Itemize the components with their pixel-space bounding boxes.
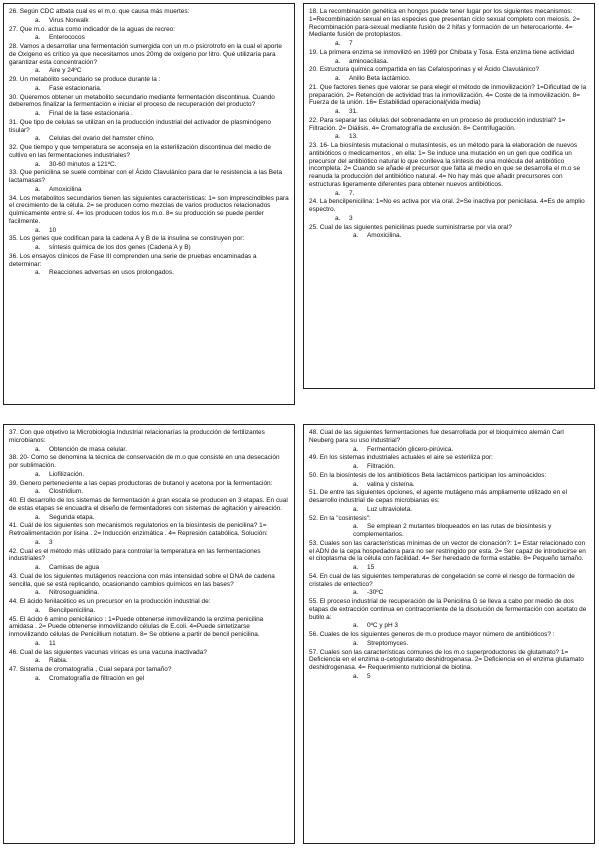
- answer-letter: a.: [35, 110, 41, 117]
- answer-letter: a.: [353, 589, 359, 597]
- answer-row: [9, 640, 289, 648]
- question-text: 40. El desarrollo de los sistemas de fermentación a gran escala se producen en 3 etapas. En cual de estas etapas se encuadra el diseño de fermentadores con sistemas de agitación y aireación.: [9, 497, 288, 512]
- answer-row: [9, 675, 289, 683]
- question-text: 38. 20- Como se denomina la técnica de conservación de m.o que consiste en una desecación por sublimación.: [9, 454, 280, 469]
- question-text: 57. Cuales son las características comunes de los m.o superproductores de glutamato? 1= Deficiencia en el enzima α-cetoglutarato deshidrogenasa. 2= Deficiencia en el enzima glutamato deshidrogenasa. 4= Requerimiento nutricional de biotina.: [309, 648, 584, 671]
- answer-row: [9, 227, 289, 235]
- answer-row: [9, 607, 289, 615]
- answer-letter: a.: [35, 84, 41, 92]
- answer-letter: a.: [35, 589, 41, 597]
- answer-letter: a.: [353, 445, 359, 453]
- answer-text: 15: [367, 564, 375, 571]
- answer-text: Cromatografía de filtración en gel: [49, 674, 145, 682]
- answer-letter: a.: [35, 606, 41, 614]
- answer-row: [9, 446, 289, 454]
- answer-letter: a.: [335, 57, 341, 65]
- answer-letter: a.: [335, 133, 341, 141]
- question-text: 34. Los metabolitos secundarios tienen las siguientes características: 1= son imprescindibles para el crecimiento de la célula. 2= se producen como mezclas de varios productos relacionados químicamente entre sí. 4= los producen todos los m.o. 8= su producción se puede perder facilmente.: [9, 194, 289, 225]
- answer-letter: a.: [353, 622, 359, 630]
- answer-row: [9, 85, 289, 93]
- answer-text: Celulas del ovario del hamster chino.: [49, 135, 155, 143]
- answer-row: [309, 622, 589, 630]
- answer-text: -30ºC: [367, 589, 384, 597]
- answer-text: 13.: [349, 133, 358, 141]
- answer-row: [309, 446, 589, 454]
- question-text: 45. El ácido 6 amino penicilánico : 1=Puede obtenerse inmovilizando la enzima penicilina amidasa . 2= Puede obtenerse inmovilizando células de E.coli. 4=Puede sintetizarse inmovilizando células de Penicillium notatum. 8= Se obtiene a partir de bencil penicilina.: [9, 615, 264, 638]
- answer-letter: a.: [35, 16, 41, 24]
- answer-row: [309, 40, 589, 48]
- question-text: 54. En cual de las siguientes temperaturas de congelación se corre el riesgo de formación de cristales de entectico?: [309, 572, 575, 588]
- answer-row: [309, 215, 589, 223]
- answer-row: [309, 58, 589, 66]
- question-text: 48. Cual de las siguientes fermentaciones fue desarrollada por el bioquímico alemán Carl Neuberg para su uso industrial?: [309, 429, 564, 444]
- answer-row: [9, 514, 289, 522]
- answer-text: 31.: [349, 108, 358, 115]
- question-text: 26. Según CDC atbata cual es el m.o. que causa más muertes:: [9, 8, 190, 15]
- answer-row: [9, 539, 289, 547]
- answer-row: [9, 269, 289, 277]
- panel-bottom-left: [3, 424, 295, 844]
- answer-row: [309, 133, 589, 141]
- answer-text: Liofilización.: [49, 470, 85, 478]
- answer-row: [9, 34, 289, 42]
- answer-letter: a.: [35, 674, 41, 682]
- question-text: 39. Genero perteneciente a las cepas productoras de butanol y acetona por la fermentación:: [9, 479, 273, 487]
- answer-letter: a.: [35, 135, 41, 143]
- answer-letter: a.: [35, 226, 41, 234]
- answer-text: Amoxicilina.: [367, 232, 402, 240]
- answer-row: [309, 589, 589, 597]
- answer-row: [309, 108, 589, 116]
- question-text: 19. La primera enzima se inmovilizó en 1969 por Chibata y Tosa. Esta enzima tiene actividad: [309, 48, 575, 56]
- answer-letter: a.: [353, 672, 359, 680]
- answer-row: [309, 232, 589, 240]
- answer-text: Reacciones adversas en usos prolongados.: [49, 269, 174, 277]
- question-text: 37. Con que objetivo la Microbiología Industrial relacionarías la producción de fertilizantes microbianos:: [9, 429, 265, 444]
- answer-row: [9, 161, 289, 169]
- answer-letter: a.: [335, 189, 341, 197]
- answer-letter: a.: [35, 488, 41, 496]
- panel-bottom-right: [303, 424, 595, 844]
- answer-letter: a.: [35, 538, 41, 546]
- answer-letter: a.: [353, 463, 359, 470]
- answer-letter: a.: [35, 160, 41, 168]
- answer-letter: a.: [335, 108, 341, 115]
- answer-row: [309, 481, 589, 489]
- answer-text: Aire y 24ºC: [49, 67, 82, 75]
- question-text: 24. La bencilpenicilina: 1=No es activa por vía oral. 2=Se inactiva por penicilasa. 4=Es de amplio espectro.: [309, 198, 585, 213]
- answer-row: [9, 488, 289, 496]
- answer-row: [9, 135, 289, 143]
- answer-text: Nitrosoguanidina.: [49, 589, 100, 597]
- answer-letter: a.: [353, 523, 359, 531]
- question-text: 46. Cual de las siguientes vacunas víricas es una vacuna inactivada?: [9, 648, 207, 656]
- answer-text: Fase estacionaria.: [49, 84, 102, 92]
- answer-text: 3: [49, 538, 53, 546]
- answer-text: Amoxicilina: [49, 185, 82, 193]
- question-text: 30. Queremos obtener un metabolito secundario mediante fermentación discontinua. Cuando deberemos finalizar la fermentación e iniciar el proceso de recuperación del producto?: [9, 93, 275, 109]
- answer-text: Luz ultravioleta.: [367, 505, 413, 513]
- question-text: 51. De entre las siguientes opciones, el agente mutágeno más ampliamente utilizado en el desarrollo industrial de cepas microbianas es:: [309, 489, 568, 504]
- question-text: 20. Estructura química compartida en las Cefalosporinas y el Ácido Clavulánico?: [309, 66, 540, 74]
- answer-letter: a.: [35, 513, 41, 521]
- answer-row: [309, 640, 589, 648]
- question-text: 29. Un metabolito secundario se produce durante la :: [9, 76, 161, 83]
- answer-row: [309, 463, 589, 471]
- answer-letter: a.: [35, 244, 41, 251]
- answer-letter: a.: [353, 480, 359, 488]
- answer-letter: a.: [35, 269, 41, 277]
- question-text: 50. En la biosíntesis de los antibióticos Beta lactámicos participan los aminoácidos:: [309, 471, 547, 479]
- answer-row: [309, 190, 589, 198]
- answer-letter: a.: [35, 34, 41, 42]
- answer-row: [309, 673, 589, 681]
- answer-text: Filtración.: [367, 463, 395, 470]
- answer-letter: a.: [35, 185, 41, 193]
- answer-letter: a.: [35, 67, 41, 75]
- answer-letter: a.: [335, 75, 341, 82]
- question-text: 41. Cuál de los siguientes son mecanismos regulatorios en la biosíntesis de penicilina? 1= Retroalimentación por lisina . 2= Inducción enzimática . 4= Represión catabólica. Solución:: [9, 522, 268, 537]
- answer-text: Se emplean 2 mutantes bloqueados en las rutas de biosíntesis y complementarios.: [353, 523, 552, 538]
- question-text: 53. Cuales son las características mínimas de un vector de clonación?: 1= Estar relacionado con el ADN de la cepa hospedadora para no ser restringido por esta. 2= Ser capaz de introducirse en el citoplasma de la célula con facilidad. 4= Ser heredado de forma estable. 8= Pequeño tamaño.: [309, 539, 586, 563]
- question-text: 27. Que m.o. actua como indicador de la aguas de recreo:: [9, 25, 176, 33]
- answer-row: [9, 471, 289, 479]
- answer-text: Segunda etapa.: [49, 513, 95, 521]
- question-text: 33. Que penicilina se suele combinar con el Ácido Clavulánico para dar le resistencia a las Beta lactamasas?: [9, 169, 283, 184]
- answer-text: Obtención de masa celular.: [49, 445, 128, 453]
- question-text: 55. El proceso industrial de recuperación de la Penicilina G se lleva a cabo por medio de dos etapas de extracción continua en contracorriente de la disolución de fermentación con acetato de butilo a:: [309, 598, 587, 621]
- question-text: 49. En los sistemas industriales actuales el aire se esteriliza por:: [309, 454, 493, 462]
- answer-text: Anillo Beta lactámico.: [349, 75, 411, 82]
- answer-row: [9, 110, 289, 118]
- question-text: 52. En la "cosintesis":: [309, 514, 371, 522]
- answer-row: [309, 523, 589, 539]
- answer-letter: a.: [35, 445, 41, 453]
- question-text: 47. Sistema de cromatografía , Cual separa por tamaño?: [9, 666, 172, 673]
- answer-text: Camisas de agua: [49, 564, 100, 571]
- answer-row: [9, 589, 289, 597]
- question-text: 22. Para separar las células del sobrenadante en un proceso de producción industrial? 1= Filtración. 2= Diálisis. 4= Cromatografía de exclusión. 8= Centrifugación.: [309, 116, 566, 132]
- answer-row: [309, 506, 589, 514]
- answer-text: Streptomyces.: [367, 639, 409, 647]
- question-text: 56. Cuales de los siguientes generos de m.o produce mayor número de antibióticos? :: [309, 631, 555, 638]
- answer-row: [9, 67, 289, 75]
- panel-top-right: [303, 3, 595, 389]
- answer-letter: a.: [353, 505, 359, 513]
- question-text: 36. Los ensayos clínicos de Fase III comprenden una serie de pruebas encaminadas a determinar:: [9, 252, 257, 268]
- question-text: 35. Los genes que codifican para la cadena A y B de la insulina se construyen por:: [9, 235, 245, 243]
- answer-letter: a.: [353, 232, 359, 240]
- answer-text: Fermentación glicero-pirúvica.: [367, 445, 454, 453]
- question-text: 23. 16- La biosíntesis mutacional o mutasíntesis, es un método para la elaboración de nuevos antibióticos o medicamentos , en ella: 1= Se induce una mutación en un gen que codifica un precursor del antibiótico natural lo que conlleva la síntesis de una molécula del antibiótico incompleta. 2= Cuando se añade el precursor que falta al medio en que se desarrolla el m.o se reanuda la producción del antibiótico natural. 4= No hay más que añadir precursores con estructuras ligeramente diferentes para obtener nuevos antibióticos.: [309, 142, 581, 188]
- question-text: 18. La recombinación genética en hongos puede tener lugar por los siguientes mecanismos: 1=Recombinación sexual en las especies que presentan ciclo sexual completo con meiosis. 2= Recombinación para-sexual mediante fusión de 2 hifas y formación de un heterocarionte. 4= Mediante fusión de protoplastos.: [309, 8, 580, 39]
- answer-letter: a.: [35, 470, 41, 478]
- answer-text: Final de la fase estacionaria .: [49, 110, 133, 117]
- answer-letter: a.: [335, 214, 341, 222]
- answer-text: Clostridium.: [49, 488, 83, 496]
- answer-letter: a.: [353, 639, 359, 647]
- answer-text: 30-60 minutos a 121ºC.: [49, 160, 117, 168]
- question-text: 43. Cual de los siguientes mutágenos reacciona con más intensidad sobre el DNA de cadena sencilla, que se está replicando, ocasionando cambios químicos en las bases?: [9, 572, 275, 588]
- question-text: 25. Cual de las siguientes penicilinas puede suministrarse por vía oral?: [309, 223, 512, 231]
- answer-text: aminoacilasa.: [349, 57, 389, 65]
- answer-text: síntesis química de los dos genes (Cadena A y B): [49, 244, 191, 251]
- answer-text: 10: [49, 226, 57, 234]
- answer-row: [9, 657, 289, 665]
- answer-row: [309, 75, 589, 83]
- question-text: 42. Cual es el método más utilizado para controlar la temperatura en las fermentaciones industriales?: [9, 547, 261, 563]
- answer-letter: a.: [35, 564, 41, 571]
- question-text: 32. Que tiempo y que temperatura se aconseja en la esterilización discontinua del medio de cultivo en las fermentaciones industriales?: [9, 144, 271, 159]
- answer-text: 7.: [349, 189, 355, 197]
- answer-text: 3: [349, 214, 353, 222]
- answer-letter: a.: [35, 657, 41, 665]
- answer-text: valina y cisteína.: [367, 480, 415, 488]
- answer-letter: a.: [35, 639, 41, 647]
- question-text: 28. Vamos a desarrollar una fermentación sumergida con un m.o psicrotrofo en la cual el aporte de Oxígeno es crítico ya que necesitamos unos 20mg de oxígeno por litro. Qué utilizaría para garantizar esta concentración?: [9, 43, 282, 66]
- answer-row: [309, 564, 589, 572]
- answer-text: Enterococos: [49, 34, 85, 42]
- question-text: 21. Que factores tienes que valorar se para elegir el método de inmovilización? 1=Dificultad de la preparación. 2= Retención de actividad tras la inmovilización. 4= Coste de la inmovilización. 8= Fuerza de la unión. 16= Estabilidad operacional(vida media): [309, 83, 587, 107]
- answer-text: 5: [367, 672, 371, 680]
- answer-text: 11: [49, 639, 56, 647]
- answer-text: Virus Norwalk: [49, 16, 89, 24]
- answer-letter: a.: [335, 40, 341, 47]
- answer-row: [9, 244, 289, 252]
- answer-text: Rabia.: [49, 657, 68, 665]
- answer-row: [9, 186, 289, 194]
- answer-text: Bencilpenicilina.: [49, 606, 96, 614]
- answer-row: [9, 564, 289, 572]
- answer-letter: a.: [353, 564, 359, 571]
- answer-text: 7: [349, 40, 353, 47]
- answer-row: [9, 17, 289, 25]
- panel-top-left: [3, 3, 295, 405]
- answer-text: 0ºC y pH 3: [367, 622, 398, 630]
- question-text: 44. El ácido fenilacético es un precursor en la producción industrial de:: [9, 598, 211, 605]
- question-text: 31. Que tipo de celulas se utilizan en la producción industrial del activador de plasminógeno tisular?: [9, 118, 271, 134]
